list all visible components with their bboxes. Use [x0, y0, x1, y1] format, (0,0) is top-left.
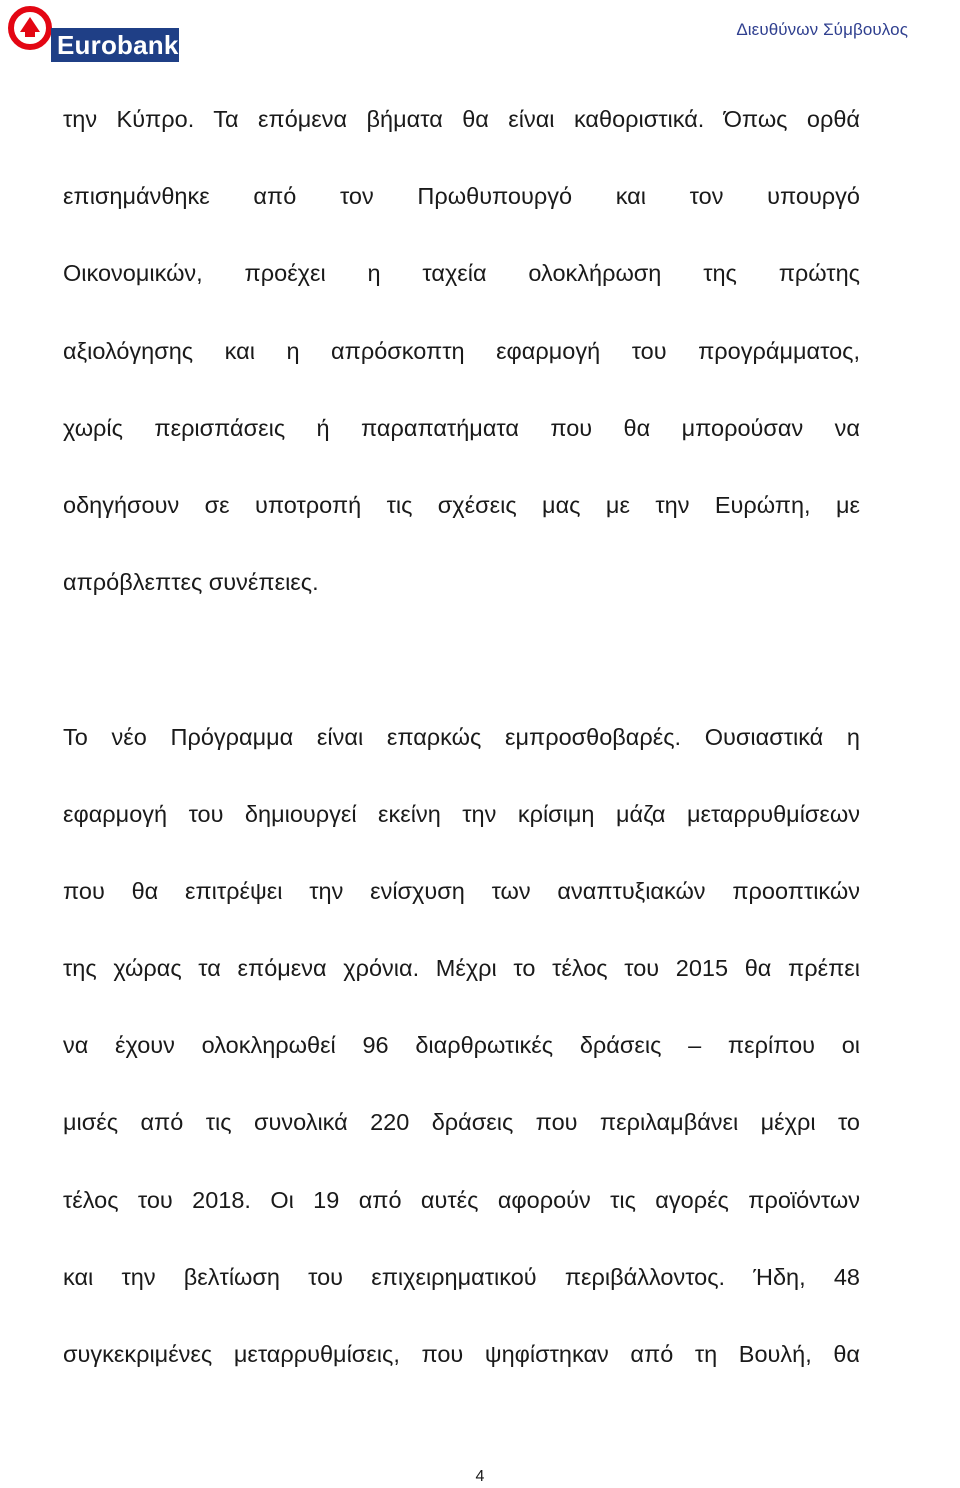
header-title: Διευθύνων Σύμβουλος: [736, 20, 908, 39]
text-line: που θα επιτρέψει την ενίσχυση των αναπτυξιακών προοπτικών: [63, 877, 860, 904]
text-line: αξιολόγησης και η απρόσκοπτη εφαρμογή του προγράμματος,: [63, 337, 860, 364]
logo-wordmark: Eurobank: [51, 28, 179, 62]
text-line: της χώρας τα επόμενα χρόνια. Μέχρι το τέλος του 2015 θα πρέπει: [63, 955, 860, 982]
text-line: απρόβλεπτες συνέπειες.: [63, 569, 319, 596]
text-line: οδηγήσουν σε υποτροπή τις σχέσεις μας με την Ευρώπη, με: [63, 491, 860, 518]
text-line: Το νέο Πρόγραμμα είναι επαρκώς εμπροσθοβαρές. Ουσιαστικά η: [63, 723, 860, 750]
text-line: συγκεκριμένες μεταρρυθμίσεις, που ψηφίστηκαν από τη Βουλή, θα: [63, 1341, 860, 1367]
page-number: 4: [475, 1468, 485, 1485]
text-line: να έχουν ολοκληρωθεί 96 διαρθρωτικές δράσεις – περίπου οι: [63, 1032, 860, 1059]
text-line: και την βελτίωση του επιχειρηματικού περιβάλλοντος. Ήδη, 48: [63, 1263, 860, 1290]
eurobank-logo: [8, 6, 179, 60]
text-line: μισές από τις συνολικά 220 δράσεις που περιλαμβάνει μέχρι το: [63, 1109, 860, 1136]
text-line: τέλος του 2018. Οι 19 από αυτές αφορούν τις αγορές προϊόντων: [63, 1186, 860, 1213]
text-line: εφαρμογή του δημιουργεί εκείνη την κρίσιμη μάζα μεταρρυθμίσεων: [63, 800, 860, 827]
eurobank-logo-mark-icon: [8, 6, 56, 54]
document-body: [63, 100, 860, 1412]
paragraph-gap: [63, 640, 860, 717]
text-line: Οικονομικών, προέχει η ταχεία ολοκλήρωση της πρώτης: [63, 260, 860, 287]
text-line: επισημάνθηκε από τον Πρωθυπουργό και τον υπουργό: [63, 183, 860, 210]
text-line: χωρίς περισπάσεις ή παραπατήματα που θα μπορούσαν να: [63, 414, 860, 441]
text-line: την Κύπρο. Τα επόμενα βήματα θα είναι καθοριστικά. Όπως ορθά: [63, 106, 860, 132]
